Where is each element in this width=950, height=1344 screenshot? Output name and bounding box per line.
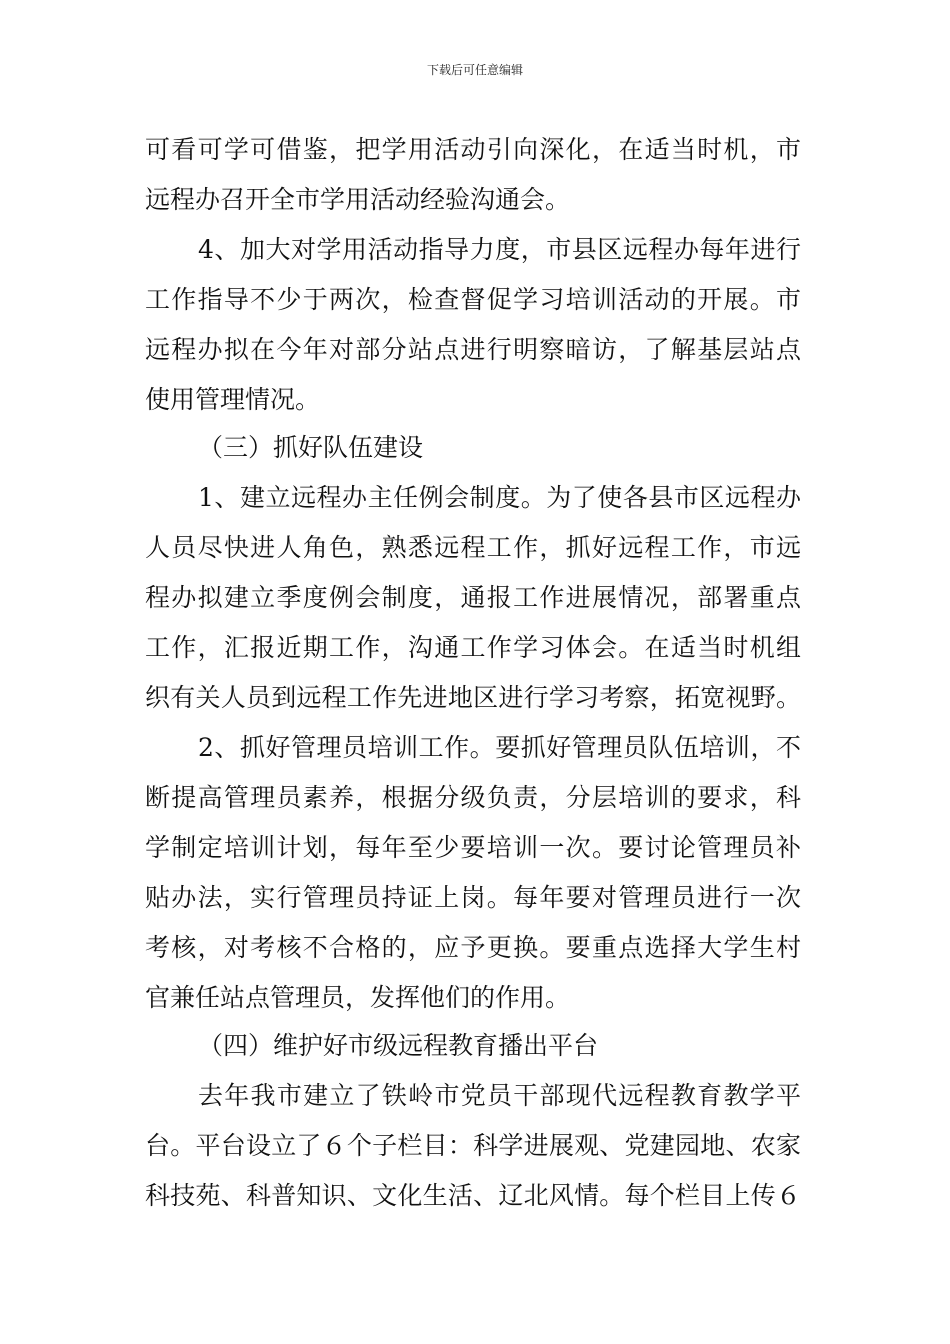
text-line: 人员尽快进人角色，熟悉远程工作，抓好远程工作，市远 <box>145 533 801 562</box>
text-line: 贴办法，实行管理员持证上岗。每年要对管理员进行一次 <box>145 883 801 912</box>
text-line: 程办拟建立季度例会制度，通报工作进展情况，部署重点 <box>145 583 801 612</box>
text-line: 官兼任站点管理员，发挥他们的作用。 <box>145 983 571 1012</box>
section-heading: （四）维护好市级远程教育播出平台 <box>198 1031 599 1060</box>
text-line: 台。平台设立了６个子栏目：科学进展观、党建园地、农家 <box>145 1131 801 1160</box>
text-line: 断提高管理员素养，根据分级负责，分层培训的要求，科 <box>145 783 801 812</box>
text-line: 4、加大对学用活动指导力度，市县区远程办每年进行 <box>198 235 801 264</box>
text-line: 工作，汇报近期工作，沟通工作学习体会。在适当时机组 <box>145 633 801 662</box>
text-line: 考核，对考核不合格的，应予更换。要重点选择大学生村 <box>145 933 801 962</box>
text-line: 工作指导不少于两次，检查督促学习培训活动的开展。市 <box>145 285 801 314</box>
text-line: 1、建立远程办主任例会制度。为了使各县市区远程办 <box>198 483 801 512</box>
text-line: 科技苑、科普知识、文化生活、辽北风情。每个栏目上传６ <box>145 1181 801 1210</box>
section-heading: （三）抓好队伍建设 <box>198 433 424 462</box>
text-line: 可看可学可借鉴，把学用活动引向深化，在适当时机，市 <box>145 135 801 164</box>
text-line: 远程办召开全市学用活动经验沟通会。 <box>145 185 571 214</box>
text-line: 织有关人员到远程工作先进地区进行学习考察，拓宽视野。 <box>145 683 801 712</box>
text-line: 2、抓好管理员培训工作。要抓好管理员队伍培训，不 <box>198 733 801 762</box>
text-line: 学制定培训计划，每年至少要培训一次。要讨论管理员补 <box>145 833 801 862</box>
text-line: 去年我市建立了铁岭市党员干部现代远程教育教学平 <box>198 1081 801 1110</box>
text-line: 远程办拟在今年对部分站点进行明察暗访，了解基层站点 <box>145 335 801 364</box>
page-header: 下载后可任意编辑 <box>426 63 523 77</box>
text-line: 使用管理情况。 <box>145 385 321 414</box>
